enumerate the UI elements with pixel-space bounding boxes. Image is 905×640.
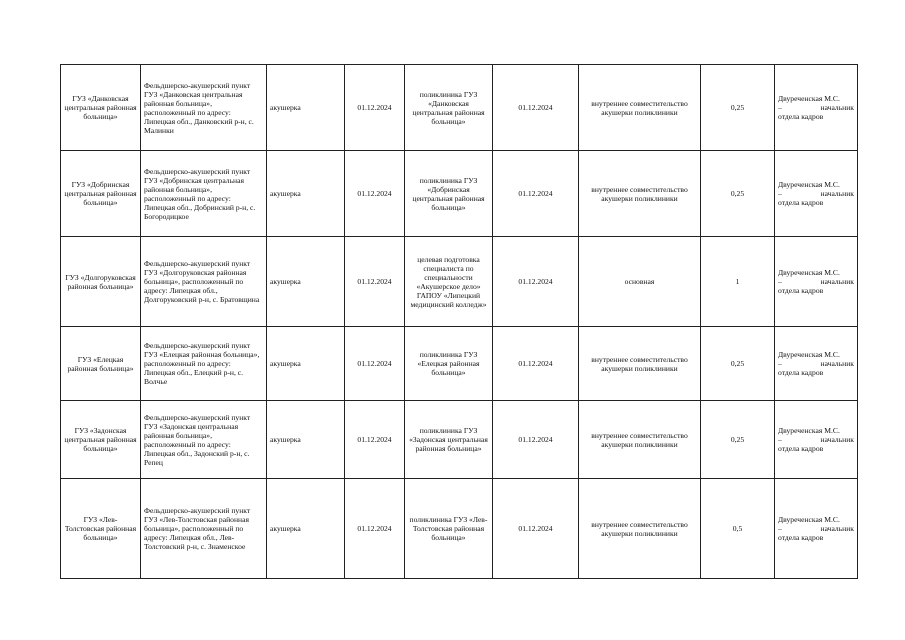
profession-cell: акушерка <box>267 479 345 579</box>
profession-cell: акушерка <box>267 65 345 151</box>
rate-cell: 0,25 <box>701 327 775 401</box>
responsible-department: отдела кадров <box>778 286 824 295</box>
start-date-cell: 01.12.2024 <box>493 65 579 151</box>
rate-cell: 0,25 <box>701 65 775 151</box>
paramedic-point-cell: Фельдшерско-акушерский пункт ГУЗ «Елецкая районная больница», расположенный по адресу: Липецкая обл., Елецкий р-н, с. Волчье <box>141 327 267 401</box>
responsible-department: отдела кадров <box>778 444 824 453</box>
organization-cell: ГУЗ «Данковская центральная районная больница» <box>61 65 141 151</box>
organization-cell: ГУЗ «Лев-Толстовская районная больница» <box>61 479 141 579</box>
base-cell: поликлиника ГУЗ «Задонская центральная районная больница» <box>405 401 493 479</box>
date-cell: 01.12.2024 <box>345 65 405 151</box>
responsible-name: Двуреченская М.С. <box>778 426 840 435</box>
responsible-position: – начальник <box>778 189 854 198</box>
base-cell: поликлиника ГУЗ «Добринская центральная районная больница» <box>405 151 493 237</box>
organization-cell: ГУЗ «Задонская центральная районная больница» <box>61 401 141 479</box>
responsible-name: Двуреченская М.С. <box>778 515 840 524</box>
table-row <box>61 151 858 237</box>
responsible-name: Двуреченская М.С. <box>778 180 840 189</box>
date-cell: 01.12.2024 <box>345 479 405 579</box>
employment-type-cell: внутреннее совместительство акушерки поликлиники <box>579 65 701 151</box>
responsible-position: – начальник <box>778 103 854 112</box>
responsible-position: – начальник <box>778 359 854 368</box>
responsible-department: отдела кадров <box>778 112 824 121</box>
start-date-cell: 01.12.2024 <box>493 479 579 579</box>
paramedic-point-cell: Фельдшерско-акушерский пункт ГУЗ «Лев-Толстовская районная больница», расположенный по адресу: Липецкая обл., Лев-Толстовский р-н, с. Знаменское <box>141 479 267 579</box>
base-cell: поликлиника ГУЗ «Лев-Толстовская районная больница» <box>405 479 493 579</box>
rate-cell: 1 <box>701 237 775 327</box>
responsible-cell <box>775 151 858 237</box>
table-row <box>61 65 858 151</box>
start-date-cell: 01.12.2024 <box>493 151 579 237</box>
responsible-cell <box>775 479 858 579</box>
paramedic-point-cell: Фельдшерско-акушерский пункт ГУЗ «Долгоруковская районная больница», расположенный по адресу: Липецкая обл., Долгоруковский р-н, с. Братовщина <box>141 237 267 327</box>
paramedic-point-cell: Фельдшерско-акушерский пункт ГУЗ «Задонская центральная районная больница», расположенный по адресу: Липецкая обл., Задонский р-н, с. Репец <box>141 401 267 479</box>
table-row <box>61 327 858 401</box>
date-cell: 01.12.2024 <box>345 401 405 479</box>
paramedic-point-cell: Фельдшерско-акушерский пункт ГУЗ «Добринская центральная районная больница», расположенный по адресу: Липецкая обл., Добринский р-н, с. Богородицкое <box>141 151 267 237</box>
responsible-position: – начальник <box>778 435 854 444</box>
employment-type-cell: основная <box>579 237 701 327</box>
base-cell: поликлиника ГУЗ «Данковская центральная районная больница» <box>405 65 493 151</box>
responsible-department: отдела кадров <box>778 533 824 542</box>
start-date-cell: 01.12.2024 <box>493 237 579 327</box>
responsible-cell <box>775 401 858 479</box>
date-cell: 01.12.2024 <box>345 151 405 237</box>
responsible-cell <box>775 65 858 151</box>
table-row <box>61 237 858 327</box>
responsible-position: – начальник <box>778 524 854 533</box>
responsible-department: отдела кадров <box>778 198 824 207</box>
profession-cell: акушерка <box>267 327 345 401</box>
table-row <box>61 401 858 479</box>
employment-type-cell: внутреннее совместительство акушерки поликлиники <box>579 151 701 237</box>
date-cell: 01.12.2024 <box>345 237 405 327</box>
responsible-cell <box>775 237 858 327</box>
table-row <box>61 479 858 579</box>
profession-cell: акушерка <box>267 401 345 479</box>
employment-type-cell: внутреннее совместительство акушерки поликлиники <box>579 401 701 479</box>
organization-cell: ГУЗ «Долгоруковская районная больница» <box>61 237 141 327</box>
responsible-name: Двуреченская М.С. <box>778 94 840 103</box>
organization-cell: ГУЗ «Елецкая районная больница» <box>61 327 141 401</box>
base-cell: целевая подготовка специалиста по специальности «Акушерское дело» ГАПОУ «Липецкий медицинский колледж» <box>405 237 493 327</box>
vacancy-table <box>60 64 858 579</box>
rate-cell: 0,25 <box>701 401 775 479</box>
profession-cell: акушерка <box>267 237 345 327</box>
paramedic-point-cell: Фельдшерско-акушерский пункт ГУЗ «Данковская центральная районная больница», расположенный по адресу: Липецкая обл., Данковский р-н, с. Малинки <box>141 65 267 151</box>
responsible-name: Двуреченская М.С. <box>778 350 840 359</box>
employment-type-cell: внутреннее совместительство акушерки поликлиники <box>579 327 701 401</box>
responsible-department: отдела кадров <box>778 368 824 377</box>
rate-cell: 0,25 <box>701 151 775 237</box>
organization-cell: ГУЗ «Добринская центральная районная больница» <box>61 151 141 237</box>
responsible-cell <box>775 327 858 401</box>
rate-cell: 0,5 <box>701 479 775 579</box>
start-date-cell: 01.12.2024 <box>493 401 579 479</box>
date-cell: 01.12.2024 <box>345 327 405 401</box>
employment-type-cell: внутреннее совместительство акушерки поликлиники <box>579 479 701 579</box>
base-cell: поликлиника ГУЗ «Елецкая районная больница» <box>405 327 493 401</box>
profession-cell: акушерка <box>267 151 345 237</box>
responsible-position: – начальник <box>778 277 854 286</box>
start-date-cell: 01.12.2024 <box>493 327 579 401</box>
responsible-name: Двуреченская М.С. <box>778 268 840 277</box>
